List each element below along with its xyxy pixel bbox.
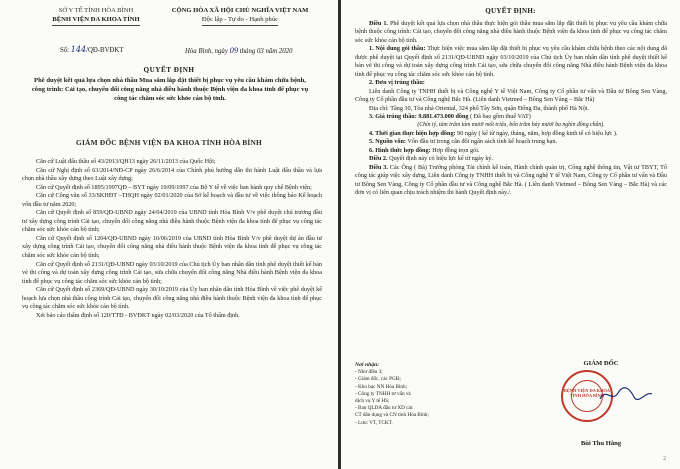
item-1-text: Thực hiện việc mua sắm lắp đặt thiết bị phục vụ yêu cầu khám chữa bệnh theo các nội dung đã được phê duyệt tại Quyết định số 2131/QĐ-UBND ngày 03/10/2019 của Chủ tịch Ủy ban nhân dân tỉnh phê duyệt thiết kế bản vẽ thi công và dự toán xây dựng công trình Cải tạo, sửa chữa chuyển đổi công năng Nhà điều hành Bệnh viện đa khoa tỉnh để phục vụ công tác chăm sóc sức khỏe cán bộ tỉnh. bbox=[355, 45, 667, 78]
document-page-1 bbox=[0, 0, 338, 469]
recipient: - Như điều 3; bbox=[355, 369, 383, 376]
item-4 bbox=[355, 130, 667, 138]
decision-articles bbox=[355, 20, 667, 198]
signer-role: GIÁM ĐỐC bbox=[583, 360, 619, 367]
legal-basis: Căn cứ Quyết định số 1204/QĐ-UBND ngày 10/06/2019 của UBND tỉnh Hòa Bình V/v phê duyệt dự án đầu tư xây dựng công trình Cải tạo, chuyển đổi công năng nhà điều hành thuộc Bệnh viện đa khoa tỉnh để phục vụ công tác chăm sóc sức khỏe cán bộ tỉnh; bbox=[22, 234, 322, 260]
article-1-label: Điều 1. bbox=[369, 20, 388, 27]
seal-text: BỆNH VIỆN ĐA KHOA TỈNH HÒA BÌNH bbox=[563, 388, 611, 399]
article-2 bbox=[355, 155, 667, 163]
decision-title: QUYẾT ĐỊNH bbox=[143, 66, 195, 74]
doc-number-prefix: Số: bbox=[60, 47, 70, 54]
item-3-words: (Chín tỷ, tám trăm tám mươi mốt triệu, bốn trăm bảy mươi ba nghìn đồng chẵn). bbox=[417, 122, 605, 129]
item-6 bbox=[355, 147, 667, 155]
issuing-authority: GIÁM ĐỐC BỆNH VIỆN ĐA KHOA TỈNH HÒA BÌNH bbox=[76, 138, 262, 147]
recipient: dịch vụ Y tế HS; bbox=[355, 398, 390, 405]
national-title: CỘNG HÒA XÃ HỘI CHỦ NGHĨA VIỆT NAM bbox=[171, 7, 309, 14]
place-date-day: 09 bbox=[229, 45, 239, 55]
item-1-label: 1. Nội dung gói thầu: bbox=[369, 45, 426, 53]
item-5-label: 5. Nguồn vốn: bbox=[369, 138, 406, 146]
article-2-label: Điều 2. bbox=[369, 155, 388, 163]
item-6-label: 6. Hình thức hợp đồng: bbox=[369, 146, 431, 154]
item-2-label: 2. Đơn vị trúng thầu: bbox=[369, 79, 425, 87]
legal-basis: Căn cứ Quyết định số 859/QĐ-UBND ngày 24/04/2019 của UBND tỉnh Hòa Bình V/v phê duyệt chủ trương đầu tư xây dựng công trình Cải tạo, chuyển đổi công năng nhà điều hành thuộc Bệnh viện đa khoa tỉnh để phục vụ công tác chăm sóc sức khỏe cán bộ tỉnh; bbox=[22, 209, 322, 234]
decision-heading: QUYẾT ĐỊNH: bbox=[485, 7, 536, 15]
item-2-address: Địa chỉ: Tầng 10, Tòa nhà Oriental, 324 phố Tây Sơn, quận Đống Đa, thành phố Hà Nội. bbox=[369, 104, 590, 112]
item-5-text: Vốn đầu tư trong cân đối ngân sách tỉnh kế hoạch trung hạn. bbox=[407, 138, 557, 146]
legal-basis: Căn cứ Luật đấu thầu số 43/2013/QH13 ngày 26/11/2013 của Quốc Hội; bbox=[36, 158, 216, 165]
place-date-before: Hòa Bình, ngày bbox=[185, 48, 228, 55]
article-1 bbox=[355, 20, 667, 45]
document-page-2 bbox=[341, 0, 680, 469]
article-2-text: Quyết định này có hiệu lực kể từ ngày ký. bbox=[389, 155, 494, 163]
national-motto: Độc lập - Tự do - Hạnh phúc bbox=[202, 15, 278, 26]
item-4-text: 90 ngày ( kể từ ngày, tháng, năm, hợp đồng kinh tế có hiệu lực ). bbox=[457, 129, 618, 137]
legal-basis: Căn cứ Quyết định số 2369/QĐ-UBND ngày 30/10/2019 của Ủy ban nhân dân tỉnh Hòa Bình về việc phê duyệt kế hoạch lựa chọn nhà thầu công trình Cải tạo, chuyển đổi công năng nhà điều hành thuộc Bệnh viện đa khoa tỉnh để phục vụ công tác chăm sóc sức khỏe cán bộ tỉnh. bbox=[22, 286, 322, 311]
doc-number-suffix: /QĐ-BVĐKT bbox=[86, 47, 124, 54]
recipient: CT dân dụng và CN tỉnh Hòa Bình; bbox=[355, 412, 429, 419]
item-4-label: 4. Thời gian thực hiện hợp đồng: bbox=[369, 129, 456, 137]
article-3-label: Điều 3. bbox=[369, 163, 388, 171]
recipients bbox=[355, 362, 465, 427]
recipient: - Giám đốc, các PGĐ; bbox=[355, 376, 401, 383]
place-date bbox=[185, 45, 292, 55]
item-6-text: Hợp đồng trọn gói. bbox=[432, 146, 480, 154]
page-number: 2 bbox=[663, 456, 666, 462]
item-2 bbox=[355, 79, 667, 87]
article-1-text: Phê duyệt kết quả lựa chọn nhà thầu thực hiện gói thầu mua sắm lắp đặt thiết bị phục vụ yêu cầu khám chữa bệnh thuộc công trình: Cải tạo, chuyển đổi công năng nhà điều hành thuộc Bệnh viện đa khoa tỉnh để phục vụ công tác chăm sóc sức khỏe cán bộ tỉnh. bbox=[355, 20, 668, 44]
issuer-hospital: BỆNH VIỆN ĐA KHOA TỈNH bbox=[52, 15, 139, 26]
decision-subject: Phê duyệt kết quả lựa chọn nhà thầu Mua sắm lắp đặt thiết bị phục vụ yêu cầu khám chữa bệnh, công trình: Cải tạo, chuyển đổi công năng nhà điều hành thuộc Bệnh viện đa khoa tỉnh để phục vụ công tác chăm sóc sức khỏe cán bộ tỉnh. bbox=[31, 77, 309, 103]
signer-name: Bùi Thu Hằng bbox=[580, 440, 622, 447]
document-number bbox=[60, 45, 123, 54]
recipient: - Lưu: VT, TCKT. bbox=[355, 419, 393, 426]
item-3 bbox=[355, 113, 667, 121]
recipient: - Công ty TNHH tư vấn và bbox=[355, 390, 411, 397]
signature-block bbox=[541, 360, 661, 447]
article-3 bbox=[355, 164, 667, 198]
handwritten-signature bbox=[596, 385, 656, 405]
article-3-text: Các Ông ( Bà) Trưởng phòng Tài chính kế toán, Hành chính quản trị, Công nghệ thông tin, Vật tư TBYT, Tổ công tác giúp việc xây dựng, Liên danh Công ty TNHH thiết bị và Công nghệ Y tế Việt Nam, Công ty Cổ phần tư vấn và Đầu tư Bông Sen Vàng, Công ty Cổ phần đầu tư và Công nghệ Bắc Hà. ( Liên danh Vietmed – Bông Sen Vàng – Bắc Hà) và các đơn vị có liên quan chịu trách nhiệm thi hành Quyết định này./. bbox=[355, 163, 668, 197]
recipients-heading: Nơi nhận: bbox=[355, 362, 379, 368]
doc-number-handwritten: 144 bbox=[70, 45, 87, 54]
issuer-ministry: SỞ Y TẾ TỈNH HÒA BÌNH bbox=[58, 7, 134, 14]
item-1 bbox=[355, 45, 667, 79]
legal-basis: Căn cứ Công văn số 33/SKHĐT –THQH ngày 02/01/2020 của Sở kế hoạch và đầu tư về việc thông báo Kế hoạch vốn đầu tư năm 2020; bbox=[22, 192, 322, 208]
legal-basis: Căn cứ Quyết định số 2131/QĐ-UBND ngày 03/10/2019 của Chủ tịch Ủy ban nhân dân tỉnh phê duyệt thiết kế bản vẽ thi công và dự toán xây dựng công trình Cải tạo, sửa chữa chuyển đổi công năng Nhà điều hành Bệnh viện đa khoa tỉnh để phục vụ công tác chăm sóc sức khỏe cán bộ tỉnh; bbox=[22, 260, 322, 285]
item-3-suffix: ( Đã bao gồm thuế VAT) bbox=[470, 112, 531, 120]
recipient: - Ban QLDA đầu tư XD các bbox=[355, 405, 414, 412]
recipient: - Kho bạc NN Hòa Bình; bbox=[355, 383, 408, 390]
issuer-header bbox=[46, 6, 146, 26]
item-3-label: 3. Giá trúng thầu: 9.881.473.000 đồng bbox=[369, 112, 469, 120]
item-2-text: Liên danh Công ty TNHH thiết bị và Công nghệ Y tế Việt Nam, Công ty Cổ phần tư vấn và Đầu tư Bông Sen Vàng, Công ty Cổ phần đầu tư và Công nghệ Bắc Hà. (Liên danh Vietmed – Bông Sen Vàng – Bắc Hà) bbox=[355, 87, 667, 104]
legal-basis: Căn cứ Quyết định số 1895/1997QĐ – BYT ngày 19/09/1997 của Bộ Y tế về việc ban hành quy chế Bệnh viện; bbox=[36, 183, 312, 191]
item-5 bbox=[355, 138, 667, 146]
place-date-after: tháng 03 năm 2020 bbox=[239, 48, 293, 55]
legal-basis: Căn cứ Nghị định số 63/2014/NĐ-CP ngày 26/6/2014 của Chính phủ hướng dẫn thi hành Luật đấu thầu và lựa chọn nhà thầu xây dựng theo Luật xây dựng; bbox=[22, 166, 322, 183]
legal-basis: Xét báo cáo thẩm định số 120/TTĐ - BVĐKT ngày 02/03/2020 của Tổ thẩm định. bbox=[36, 311, 240, 319]
legal-bases bbox=[22, 158, 322, 320]
national-header bbox=[150, 6, 330, 26]
